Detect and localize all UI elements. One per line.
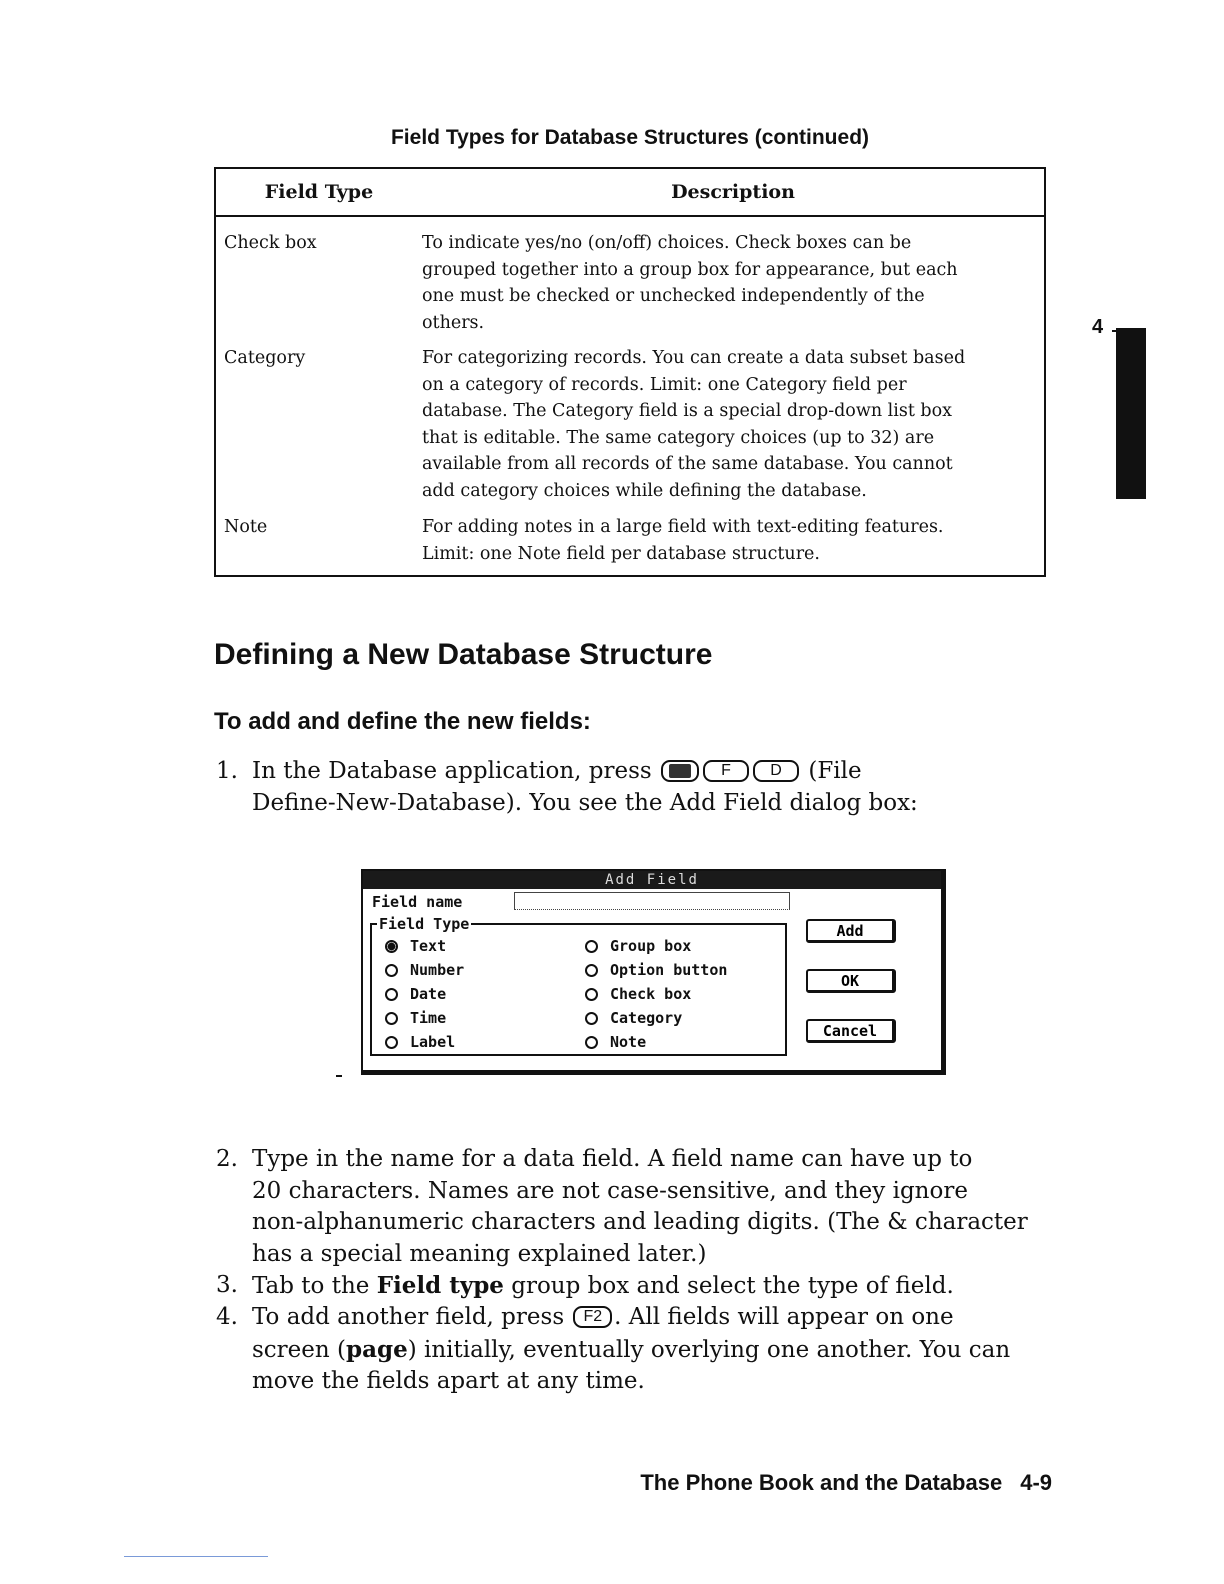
option-category[interactable] [585,1009,682,1027]
step-bold-text: Field type [376,1272,504,1299]
option-option-button[interactable] [585,961,727,979]
field-type-cell: Note [224,517,268,537]
option-group-box[interactable] [585,937,691,955]
radio-icon [585,988,598,1001]
option-label: Note [610,1033,647,1051]
radio-icon [585,940,598,953]
option-label[interactable] [385,1033,455,1051]
step-text: Define-New-Database). You see the Add Field dialog box: [252,789,918,816]
description-line: For categorizing records. You can create a data subset based [422,348,966,368]
description-line: database. The Category field is a special drop-down list box [422,401,953,421]
add-button[interactable]: Add [806,919,896,943]
step-text: 20 characters. Names are not case-sensitive, and they ignore [252,1177,968,1204]
option-note[interactable] [585,1033,646,1051]
radio-selected-icon [385,940,398,953]
option-label: Category [610,1009,683,1027]
option-label: Date [410,985,447,1003]
option-text[interactable] [385,937,446,955]
option-time[interactable] [385,1009,446,1027]
stray-mark [336,1075,342,1077]
table-caption: Field Types for Database Structures (continued) [390,126,870,149]
option-label: Time [410,1009,447,1027]
chapter-tab-number: 4 [1092,316,1104,338]
step-text: Tab to the [252,1273,370,1299]
step-number: 4. [216,1304,238,1330]
section-heading: Defining a New Database Structure [214,638,713,671]
description-line: that is editable. The same category choices (up to 32) are [422,427,935,448]
description-line: grouped together into a group box for appearance, but each [422,259,958,280]
field-types-table [214,167,1046,577]
step-text: group box and select the type of field. [511,1273,954,1299]
radio-icon [385,1012,398,1025]
step-text: non-alphanumeric characters and leading digits. (The & character [252,1209,1028,1235]
step-text: Type in the name for a data field. A field name can have up to [252,1146,973,1172]
description-line: others. [422,312,485,333]
description-cell [422,345,1044,504]
step-number: 2. [216,1146,238,1172]
option-label: Label [410,1033,456,1051]
step-text: ) initially, eventually overlying one another. You can [407,1336,1011,1363]
field-type-cell: Category [224,348,306,368]
description-line: To indicate yes/no (on/off) choices. Check boxes can be [422,233,912,253]
column-header-field-type: Field Type [264,181,374,203]
step-text: has a special meaning explained later.) [252,1240,707,1267]
option-number[interactable] [385,961,464,979]
step-2 [216,1144,1046,1270]
add-field-dialog [361,869,946,1075]
description-line: on a category of records. Limit: one Category field per [422,374,907,395]
step-text: move the fields apart at any time. [252,1368,645,1394]
option-label: Text [410,937,447,955]
step-bold-text: page [346,1335,408,1363]
step-text: . All fields will appear on one [614,1304,954,1330]
step-text: (File [808,758,862,784]
chapter-tab-bar [1116,328,1146,499]
page-number: 4-9 [1020,1470,1052,1495]
field-name-input[interactable] [514,892,790,910]
radio-icon [385,1036,398,1049]
description-line: add category choices while defining the database. [422,480,867,501]
menu-key-icon [669,764,691,778]
description-line: Limit: one Note field per database structure. [422,543,820,564]
option-check-box[interactable] [585,985,691,1003]
step-text: To add another field, press [252,1304,565,1330]
bottom-rule [124,1556,268,1557]
radio-icon [385,964,398,977]
ok-button[interactable]: OK [806,969,896,993]
option-date[interactable] [385,985,446,1003]
step-number: 3. [216,1272,238,1298]
key-f: F [703,760,749,782]
table-row [216,336,1044,504]
cancel-button[interactable]: Cancel [806,1019,896,1043]
description-cell [422,514,1044,567]
description-line: one must be checked or unchecked independently of the [422,286,925,306]
step-number: 1. [216,758,238,784]
field-name-label: Field name [372,893,463,911]
step-1 [216,756,1046,819]
option-label: Group box [610,937,692,955]
page-footer [560,1470,1052,1496]
radio-icon [385,988,398,1001]
option-label: Option button [610,961,728,979]
radio-icon [585,1012,598,1025]
step-text: In the Database application, press [252,758,652,784]
step-text: screen ( [252,1336,346,1363]
table-header-row [216,169,1044,217]
table-row [216,504,1044,575]
step-4 [216,1302,1046,1398]
dialog-title: Add Field [363,871,941,889]
step-3 [216,1270,1046,1303]
key-f2: F2 [573,1306,612,1328]
section-subheading: To add and define the new fields: [214,708,591,735]
radio-icon [585,964,598,977]
field-type-cell: Check box [224,233,317,253]
radio-icon [585,1036,598,1049]
description-line: For adding notes in a large field with text-editing features. [422,517,944,537]
menu-key [661,760,699,782]
table-row [216,217,1044,336]
column-header-description: Description [671,181,795,203]
footer-title: The Phone Book and the Database [640,1470,1003,1495]
key-d: D [753,760,799,782]
description-cell [422,230,1044,336]
description-line: available from all records of the same database. You cannot [422,454,953,474]
option-label: Number [410,961,465,979]
option-label: Check box [610,985,692,1003]
field-type-group-label: Field Type [379,915,470,933]
